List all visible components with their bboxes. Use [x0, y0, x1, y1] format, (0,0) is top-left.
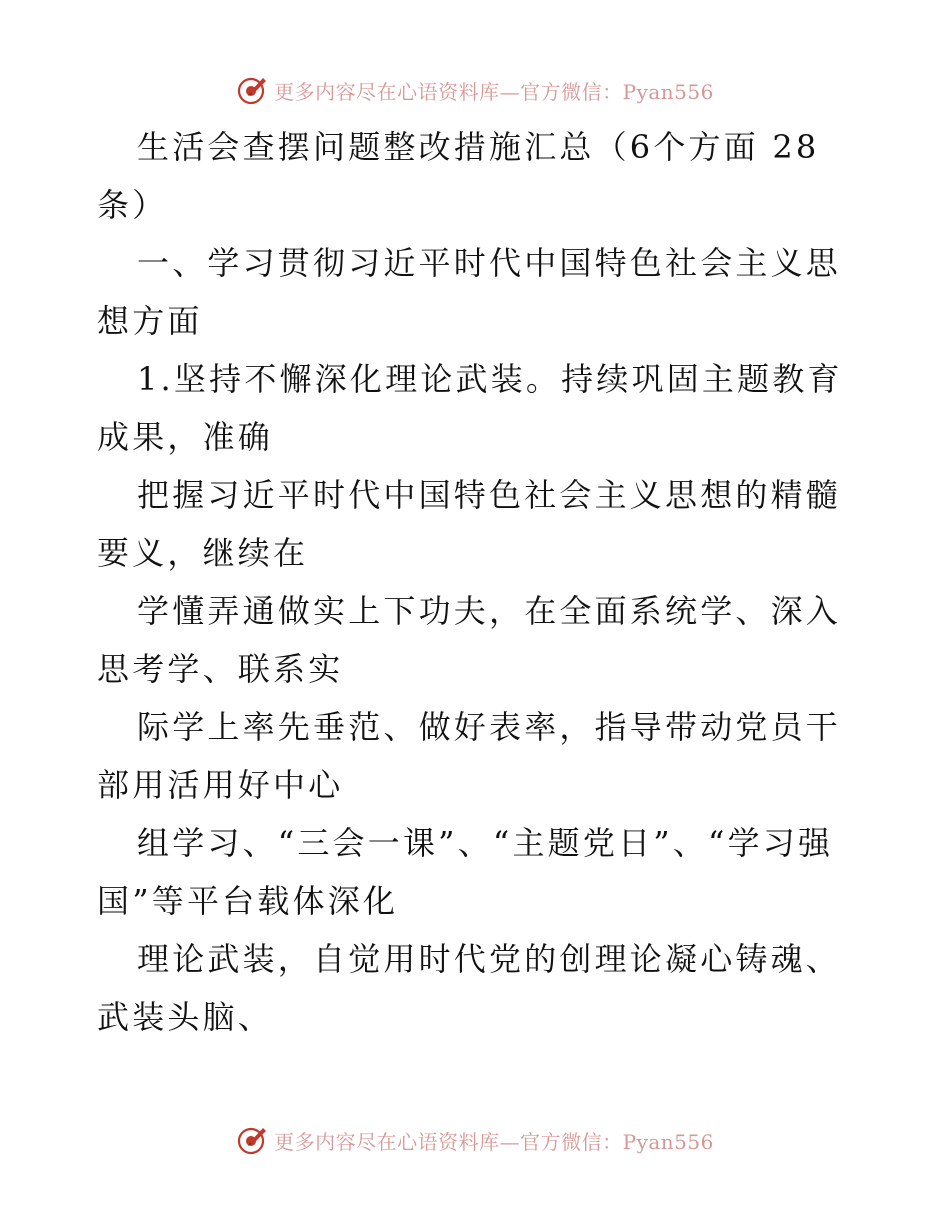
watermark-text: 更多内容尽在心语资料库—官方微信：Pyan556 [274, 1129, 714, 1154]
paragraph: 1.坚持不懈深化理论武装。持续巩固主题教育成果，准确 [97, 360, 843, 456]
pen-logo-icon [236, 1124, 268, 1156]
paragraph: 学懂弄通做实上下功夫，在全面系统学、深入思考学、联系实 [97, 592, 842, 688]
paragraph: 组学习、“三会一课”、“主题党日”、“学习强国”等平台载体深化 [97, 824, 834, 920]
watermark-header [0, 70, 950, 110]
watermark-text: 更多内容尽在心语资料库—官方微信：Pyan556 [274, 79, 714, 104]
watermark-footer [0, 1120, 950, 1160]
document-body [97, 118, 853, 1046]
paragraph-section-heading: 一、学习贯彻习近平时代中国特色社会主义思想方面 [97, 244, 842, 340]
paragraph: 际学上率先垂范、做好表率，指导带动党员干部用活用好中心 [97, 708, 842, 804]
paragraph-title: 生活会查摆问题整改措施汇总（6个方面 28条） [97, 128, 820, 224]
paragraph: 理论武装，自觉用时代党的创理论凝心铸魂、武装头脑、 [97, 940, 842, 1036]
paragraph: 把握习近平时代中国特色社会主义思想的精髓要义，继续在 [97, 476, 842, 572]
pen-logo-icon [236, 74, 268, 106]
